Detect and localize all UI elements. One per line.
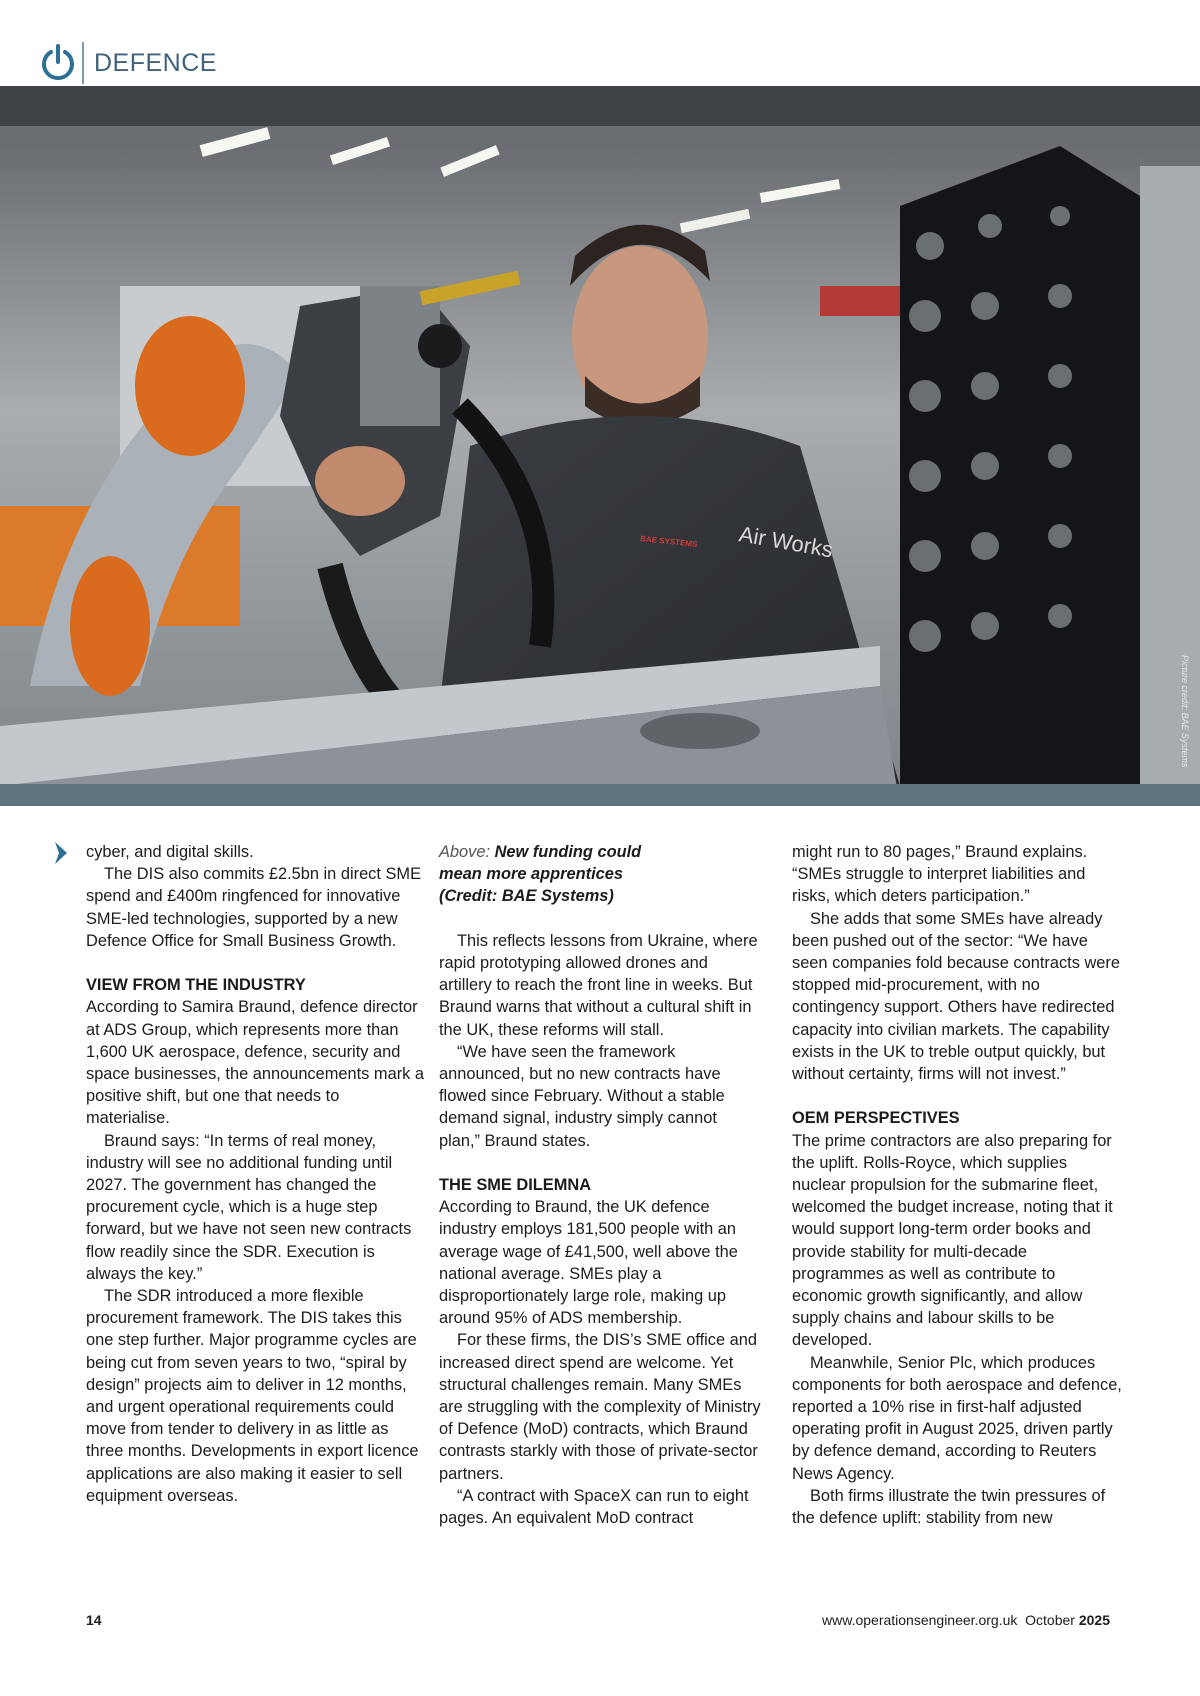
chevron-right-icon bbox=[52, 840, 70, 866]
paragraph: Braund says: “In terms of real money, industry will see no additional funding until 2027. The government has changed the procurement cycle, which is a huge step forward, but we have not seen new contracts flow readily since the SDR. Execution is always the key.” bbox=[86, 1131, 412, 1283]
section-heading: OEM PERSPECTIVES bbox=[792, 1109, 960, 1128]
paragraph: Meanwhile, Senior Plc, which produces components for both aerospace and defence, reported a 10% rise in first-half adjusted operating profit in August 2025, driven partly by defence demand, according to Reuters News Agency. bbox=[792, 1353, 1122, 1483]
header-divider bbox=[82, 42, 84, 84]
paragraph: This reflects lessons from Ukraine, where rapid prototyping allowed drones and artillery to reach the front line in weeks. But Braund warns that without a cultural shift in the UK, these reforms will stall. bbox=[439, 931, 758, 1039]
footer-site-link[interactable]: www.operationsengineer.org.uk bbox=[822, 1612, 1018, 1628]
article-column-2 bbox=[439, 841, 761, 1529]
paragraph: “We have seen the framework announced, but no new contracts have flowed since February. Without a stable demand signal, industry simply cannot plan,” Braund states. bbox=[439, 1042, 725, 1150]
footer-publication bbox=[822, 1612, 1110, 1628]
page-number: 14 bbox=[86, 1612, 102, 1628]
paragraph: might run to 80 pages,” Braund explains. “SMEs struggle to interpret liabilities and risks, which deters participation.” bbox=[792, 843, 1088, 906]
shirt-text: Air Works bbox=[737, 521, 835, 563]
shirt-logo-text: BAE SYSTEMS bbox=[639, 534, 698, 549]
paragraph: For these firms, the DIS’s SME office and increased direct spend are welcome. Yet structural challenges remain. Many SMEs are struggling with the complexity of Ministry of Defence (MoD) contracts, which Braund contrasts starkly with those of private-sector partners. bbox=[439, 1331, 761, 1483]
paragraph: According to Braund, the UK defence industry employs 181,500 people with an average wage of £41,500, well above the national average. SMEs play a disproportionately large role, making up around 95% of ADS membership. bbox=[439, 1198, 738, 1328]
power-icon bbox=[40, 43, 76, 83]
section-heading: VIEW FROM THE INDUSTRY bbox=[86, 976, 306, 995]
photo-illustration bbox=[0, 86, 1200, 806]
paragraph: The DIS also commits £2.5bn in direct SME spend and £400m ringfenced for innovative SME-led technologies, supported by a new Defence Office for Small Business Growth. bbox=[86, 865, 422, 950]
paragraph: According to Samira Braund, defence director at ADS Group, which represents more than 1,600 UK aerospace, defence, security and space businesses, the announcements mark a positive shift, but one that needs to materialise. bbox=[86, 998, 425, 1128]
paragraph: The SDR introduced a more flexible procurement framework. The DIS takes this one step further. Major programme cycles are being cut from seven years to two, “spiral by design” projects aim to deliver in 12 months, and urgent operational requirements could move from tender to delivery in as little as three months. Developments in export licence applications are also making it easier to sell equipment overseas. bbox=[86, 1287, 419, 1505]
caption-lead: Above: bbox=[439, 843, 491, 861]
footer-month: October bbox=[1025, 1612, 1075, 1628]
hero-photo bbox=[0, 86, 1200, 806]
article-column-3 bbox=[792, 841, 1122, 1529]
footer-year: 2025 bbox=[1078, 1612, 1110, 1628]
paragraph: “A contract with SpaceX can run to eight pages. An equivalent MoD contract bbox=[439, 1486, 749, 1528]
section-header bbox=[40, 42, 217, 84]
paragraph: The prime contractors are also preparing for the uplift. Rolls-Royce, which supplies nuclear propulsion for the submarine fleet, welcomed the budget increase, noting that it would support long-term order books and provide stability for multi-decade programmes as well as contribute to economic growth significantly, and allow supply chains and labour skills to be developed. bbox=[792, 1131, 1113, 1350]
photo-credit: Picture credit: BAE Systems bbox=[1180, 655, 1190, 768]
paragraph: Both firms illustrate the twin pressures of the defence uplift: stability from new bbox=[792, 1486, 1106, 1528]
section-label: DEFENCE bbox=[94, 48, 217, 77]
caption-body: New funding could mean more apprentices (Credit: BAE Systems) bbox=[439, 843, 642, 906]
paragraph: She adds that some SMEs have already been pushed out of the sector: “We have seen companies fold because contracts were stopped mid-procurement, with no contingency support. Others have redirected capacity into civilian markets. The capability exists in the UK to treble output quickly, but without certainty, firms will not invest.” bbox=[792, 909, 1120, 1084]
article-column-1 bbox=[86, 841, 426, 1507]
photo-caption bbox=[439, 841, 669, 908]
paragraph: cyber, and digital skills. bbox=[86, 843, 254, 861]
section-heading: THE SME DILEMNA bbox=[439, 1176, 592, 1195]
